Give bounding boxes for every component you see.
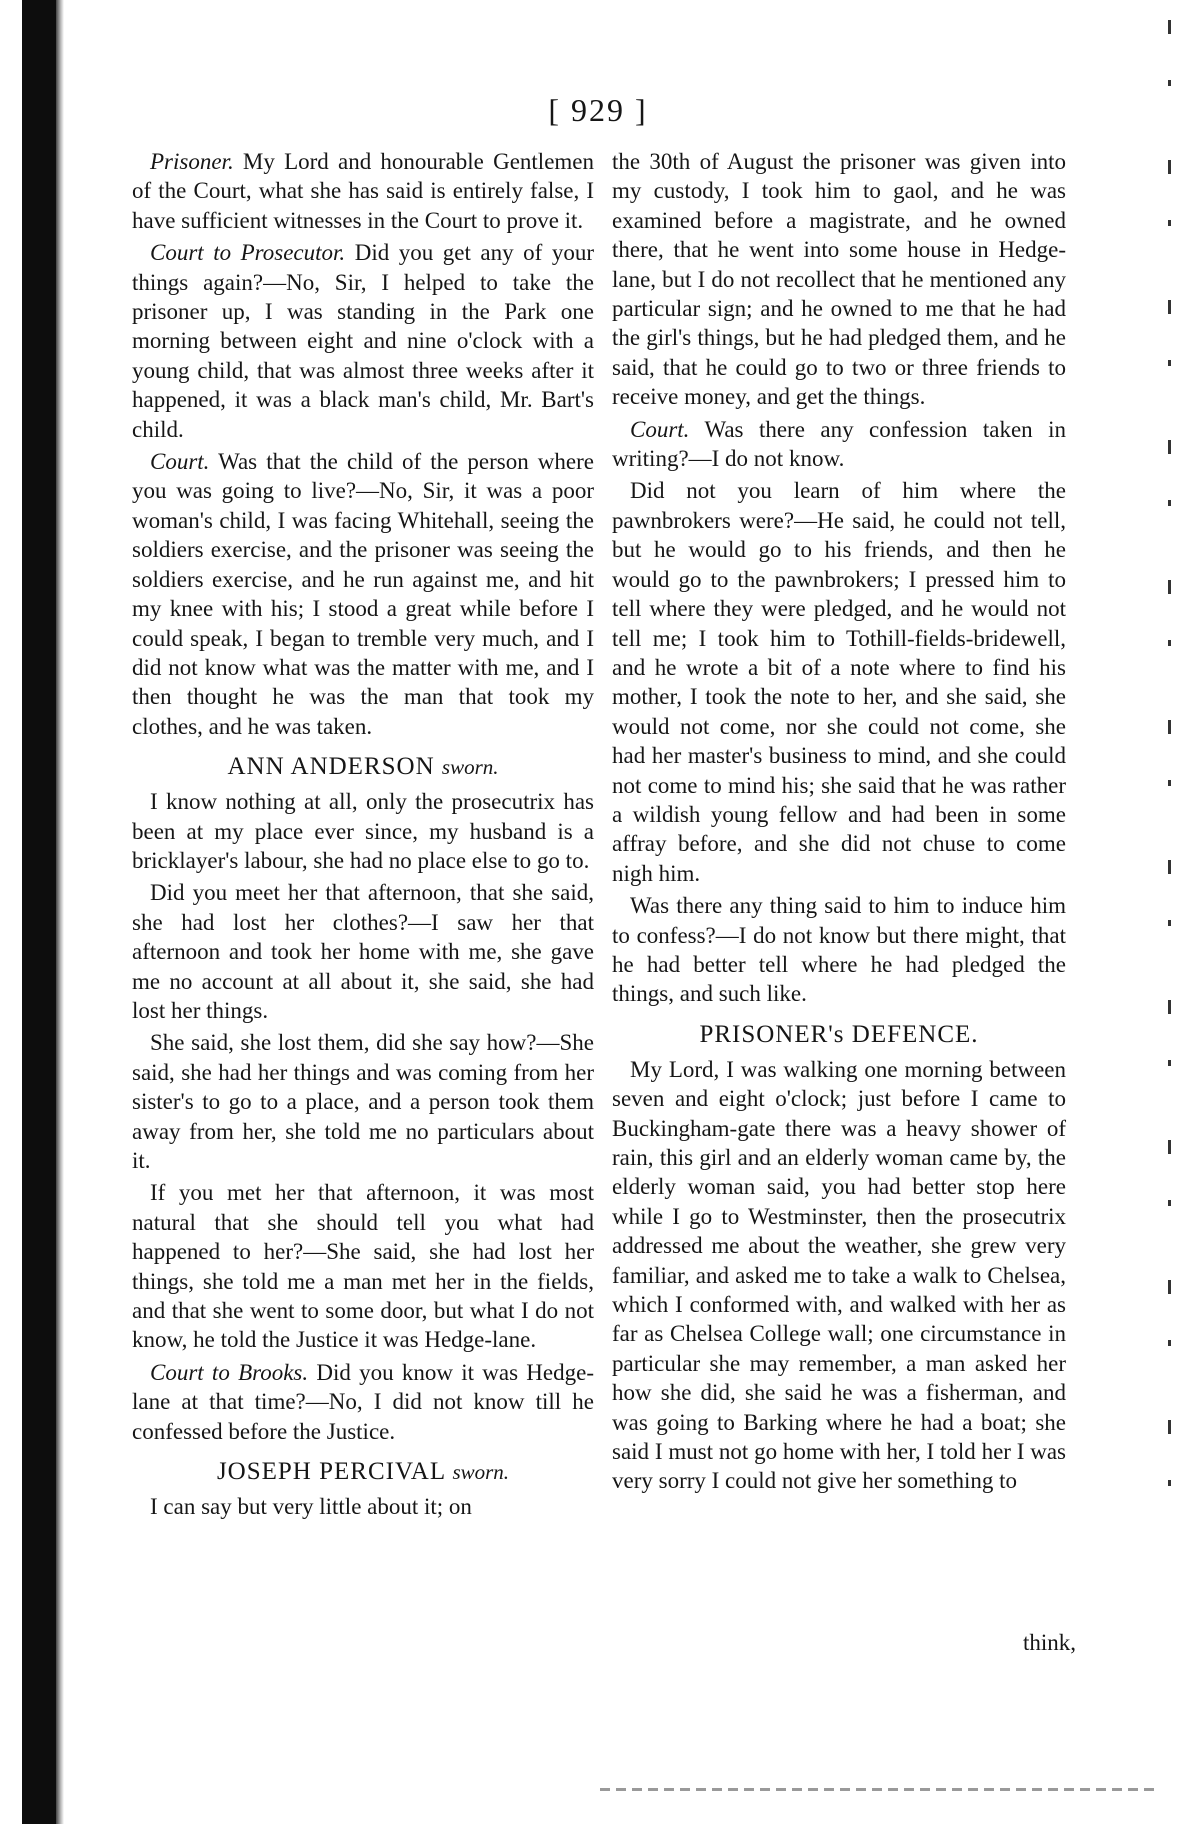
margin-marks <box>1168 20 1171 1500</box>
speaker-label: Court. <box>150 449 210 475</box>
paragraph: the 30th of August the prisoner was given into my custody, I took him to gaol, and he was examined before a magistrate, and he owned there, that he went into some house in Hedge-lane, but I do not recollect that he mentioned any particular sign; and he owned to me that he had the girl's things, but he had pledged them, and he said, that he could go to two or three friends to receive money, and get the things. <box>612 149 1066 410</box>
speaker-label: Court to Prosecutor. <box>150 240 346 266</box>
paragraph <box>132 1358 594 1446</box>
paragraph-text: Did you get any of your things again?—No, Sir, I helped to take the prisoner up, I was standing in the Park one morning between eight and nine o'clock with a young child, that was almost three weeks after it happened, it was a black man's child, Mr. Bart's child. <box>132 240 594 442</box>
scan-noise <box>600 1788 1160 1791</box>
binding-edge <box>56 0 64 1824</box>
paragraph: I can say but very little about it; on <box>150 1494 472 1520</box>
paragraph <box>132 147 594 235</box>
paragraph-text: My Lord and honourable Gentlemen of the Court, what she has said is entirely false, I have sufficient witnesses in the Court to prove it. <box>132 149 594 233</box>
speaker-label: Prisoner. <box>150 149 234 174</box>
paragraph-text: Did you know it was Hedge-lane at that time?—No, I did not know till he confessed before the Justice. <box>132 1359 594 1444</box>
right-column <box>612 147 1066 1499</box>
paragraph-text: Was there any confession taken in writing?—I do not know. <box>612 416 1067 472</box>
witness-name: ANN ANDERSON <box>227 753 435 781</box>
speaker-label: Court to Brooks. <box>150 1359 309 1385</box>
witness-heading <box>132 751 594 783</box>
paragraph <box>612 415 1066 474</box>
sworn-label: sworn. <box>441 755 499 780</box>
catchword: think, <box>1022 1630 1076 1655</box>
witness-heading <box>132 1456 594 1488</box>
page-number: [ 929 ] <box>548 92 648 128</box>
paragraph: I know nothing at all, only the prosecutrix has been at my place ever since, my husband is a bricklayer's labour, she had no place else to go to. <box>132 789 594 873</box>
paragraph: If you met her that afternoon, it was most natural that she should tell you what had happened to her?—She said, she had lost her things, she told me a man met her in the fields, and that she went to some door, but what I do not know, he told the Justice it was Hedge-lane. <box>132 1180 594 1353</box>
paragraph: Did not you learn of him where the pawnbrokers were?—He said, he could not tell, but he would go to his friends, and then he would go to the pawnbrokers; I pressed him to tell where they were pledged, and he would not tell me; I took him to Tothill-fields-bridewell, and he wrote a bit of a note where to find his mother, I took the note to her, and she said, she would not come, nor she could not come, she had her master's business to mind, and she could not come to mind his; she said that he was rather a wildish young fellow and had been in some affray before, and she did not chuse to come nigh him. <box>612 478 1066 886</box>
paragraph: My Lord, I was walking one morning between seven and eight o'clock; just before I came to Buckingham-gate there was a heavy shower of rain, this girl and an elderly woman came by, the elderly woman said, you had better stop here while I go to Westminster, then the prosecutrix addressed me about the weather, she grew very familiar, and asked me to take a walk to Chelsea, which I conformed with, and walked with her as far as Chelsea College wall; one circumstance in particular she may remember, a man asked her how she did, she said he was a fisherman, and was going to Barking where he had a boat; she said I must not go home with her, I told her I was very sorry I could not give her something to <box>612 1056 1066 1494</box>
binding-shadow <box>22 0 56 1824</box>
paragraph: Did you meet her that afternoon, that she said, she had lost her clothes?—I saw her that afternoon and took her home with me, she gave me no account at all about it, she said, she had lost her things. <box>132 880 594 1023</box>
paragraph: Was there any thing said to him to induce him to confess?—I do not know but there might, that he had better tell where he had pledged the things, and such like. <box>612 893 1066 1007</box>
witness-name: JOSEPH PERCIVAL <box>216 1458 446 1486</box>
left-column <box>132 147 594 1524</box>
paragraph <box>132 238 594 444</box>
speaker-label: Court. <box>630 416 690 442</box>
sworn-label: sworn. <box>452 1460 510 1485</box>
paragraph <box>132 447 594 741</box>
paragraph: She said, she lost them, did she say how?—She said, she had her things and was coming from her sister's to go to a place, and a person took them away from her, she told me no particulars about it. <box>132 1030 594 1173</box>
paragraph-text: Was that the child of the person where you was going to live?—No, Sir, it was a poor woman's child, I was facing Whitehall, seeing the soldiers exercise, and the prisoner was seeing the soldiers exercise, and he run against me, and hit my knee with his; I stood a great while before I could speak, I began to tremble very much, and I did not know what was the matter with me, and I then thought he was the man that took my clothes, and he was taken. <box>132 449 594 739</box>
section-heading: PRISONER's DEFENCE. <box>699 1020 979 1048</box>
